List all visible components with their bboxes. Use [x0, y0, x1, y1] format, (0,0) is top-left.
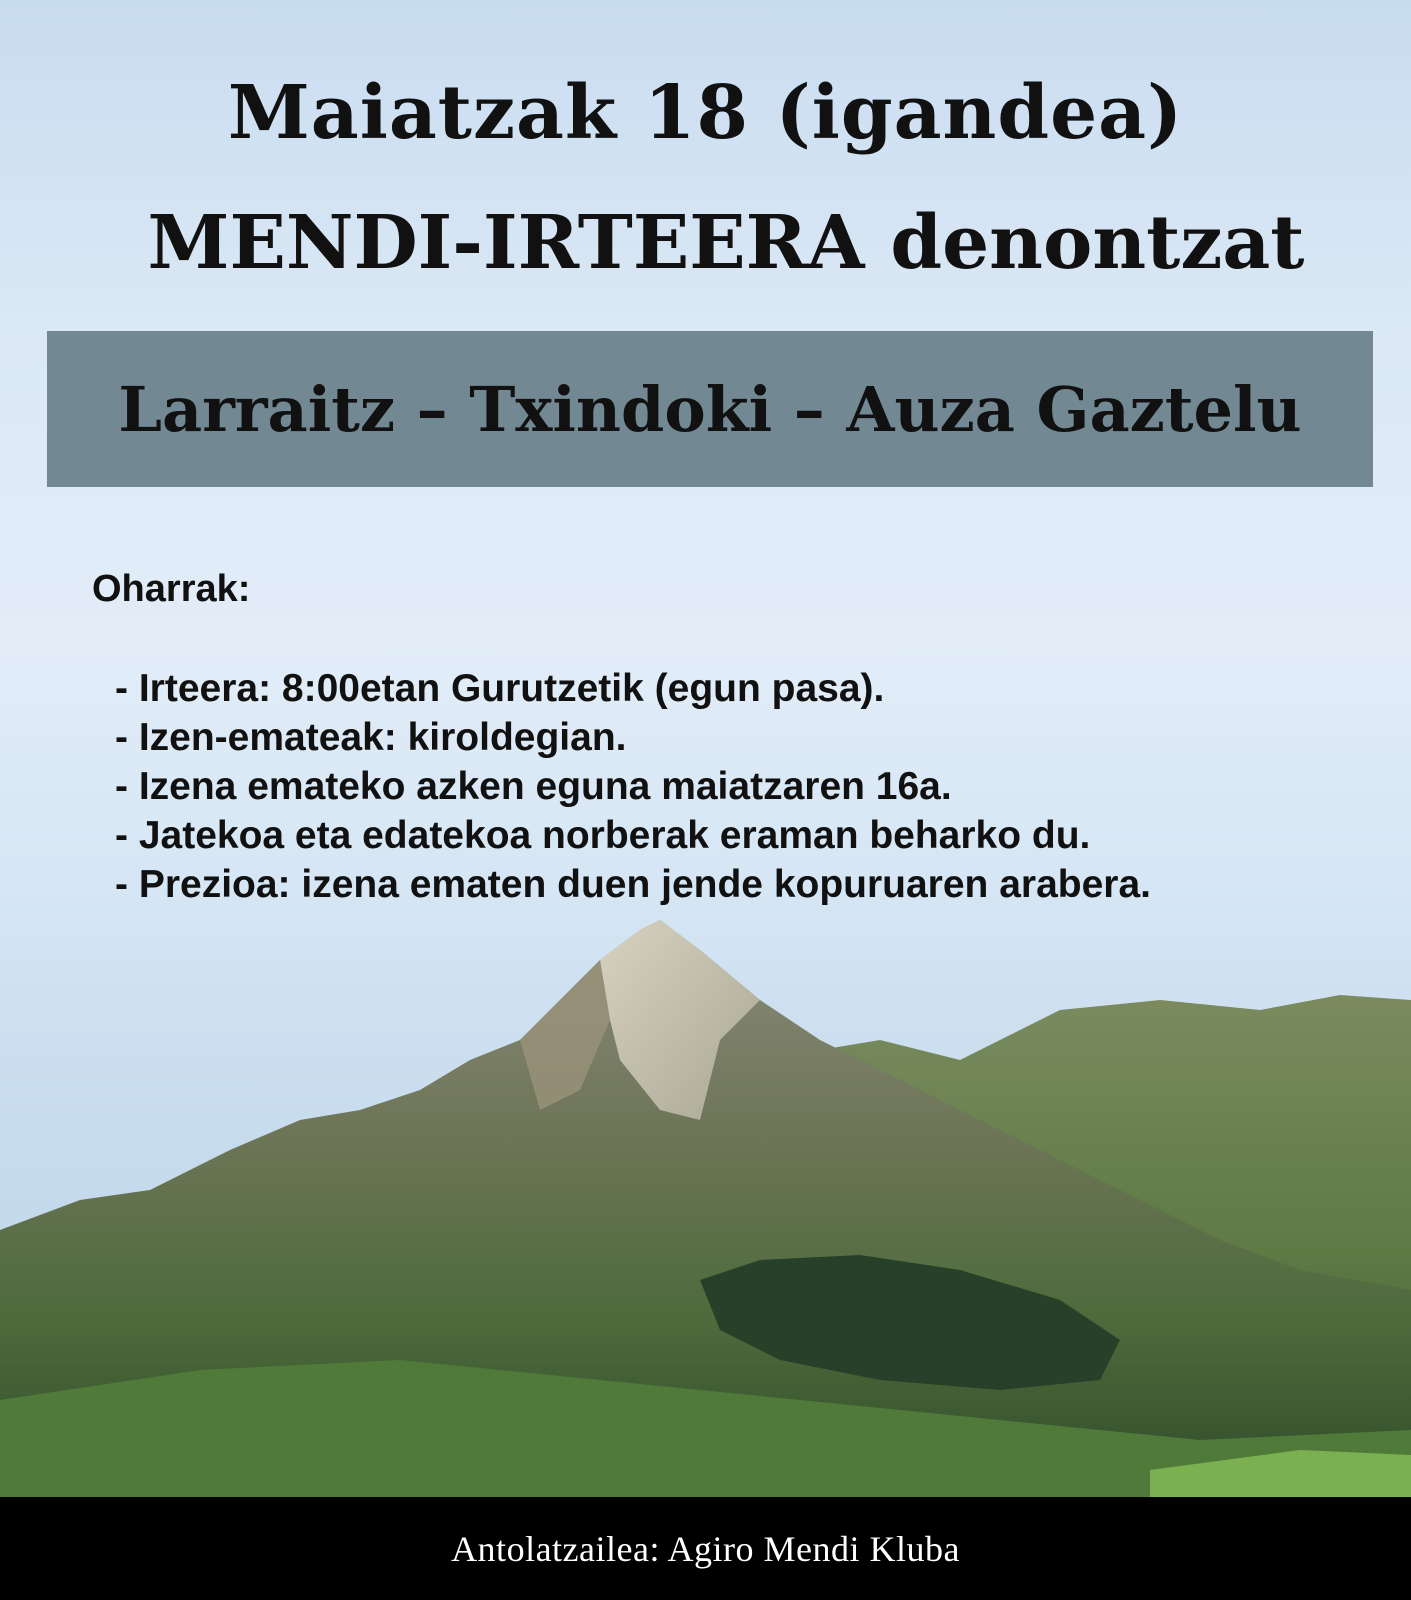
- route-banner: [47, 331, 1373, 487]
- list-item: - Izen-emateak: kiroldegian.: [115, 716, 627, 759]
- date-heading: Maiatzak 18 (igandea): [227, 70, 1184, 156]
- list-item: - Jatekoa eta edatekoa norberak eraman beharko du.: [115, 814, 1091, 857]
- list-item: - Izena emateko azken eguna maiatzaren 16a.: [115, 765, 952, 808]
- organizer-text: Antolatzailea: Agiro Mendi Kluba: [451, 1528, 960, 1569]
- notes-title: Oharrak:: [92, 568, 251, 610]
- route-label: Larraitz – Txindoki – Auza Gaztelu: [118, 372, 1302, 446]
- event-heading: MENDI-IRTEERA denontzat: [147, 200, 1305, 286]
- list-item: - Prezioa: izena ematen duen jende kopuruaren arabera.: [115, 863, 1151, 906]
- notes-list: [115, 664, 1151, 909]
- footer-bar: [0, 1497, 1411, 1600]
- list-item: - Irteera: 8:00etan Gurutzetik (egun pasa).: [115, 667, 885, 710]
